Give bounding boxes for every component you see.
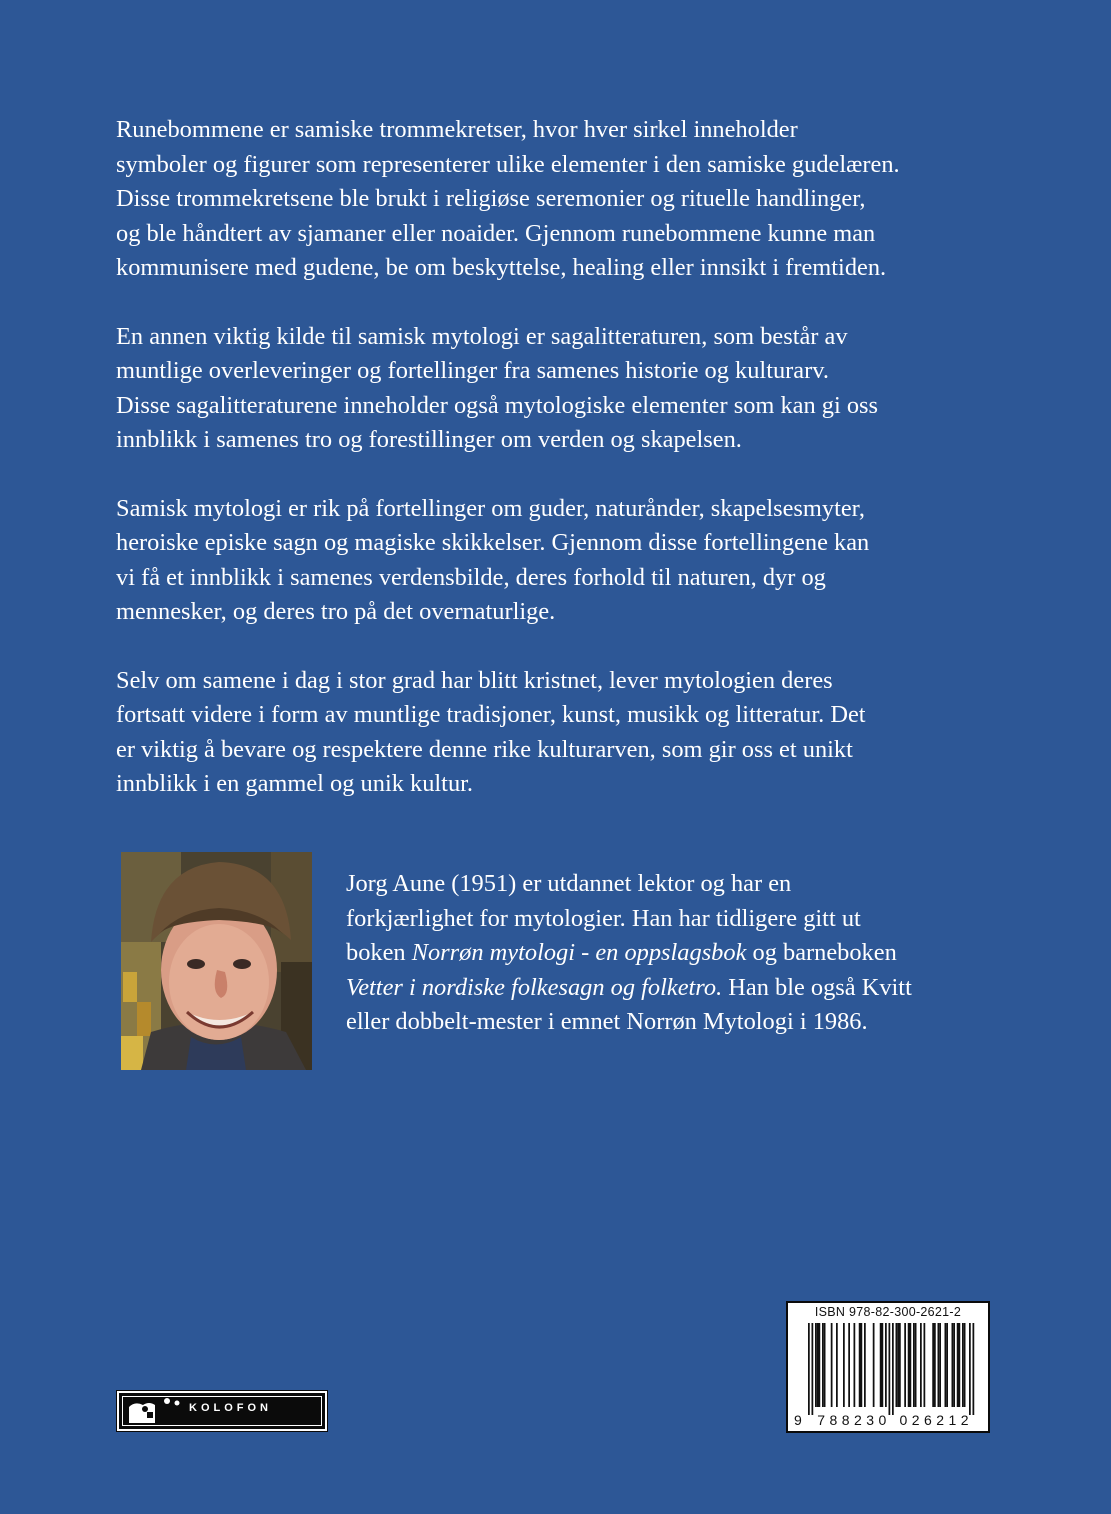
text-line: fortsatt videre i form av muntlige tradisjoner, kunst, musikk og litteratur. Det <box>116 701 866 728</box>
book-title: Vetter i nordiske folkesagn og folketro. <box>346 973 723 1001</box>
text-line: kommunisere med gudene, be om beskyttelse, healing eller innsikt i fremtiden. <box>116 254 887 281</box>
author-photo <box>121 852 312 1070</box>
barcode-bar <box>808 1323 810 1415</box>
barcode-bars <box>794 1323 984 1415</box>
barcode-bar <box>957 1323 959 1407</box>
text-line: Runebommene er samiske trommekretser, hvor hver sirkel inneholder <box>116 116 798 143</box>
barcode-digit: 2 <box>936 1412 945 1428</box>
text-line: Disse trommekretsene ble brukt i religiøse seremonier og rituelle handlinger, <box>116 185 866 212</box>
barcode-bar <box>969 1323 971 1415</box>
barcode-digit: 8 <box>829 1412 838 1428</box>
bio-line <box>346 971 1026 1006</box>
barcode-bar <box>831 1323 833 1407</box>
barcode-bar <box>861 1323 863 1407</box>
text-line: Disse sagalitteraturene inneholder også mytologiske elementer som kan gi oss <box>116 391 879 419</box>
text-line: heroiske episke sagn og magiske skikkelser. Gjennom disse fortellingene kan <box>116 529 870 556</box>
barcode-bar <box>822 1323 824 1407</box>
text-line: mennesker, og deres tro på det overnaturlige. <box>116 598 556 625</box>
text-line: Selv om samene i dag i stor grad har blitt kristnet, lever mytologien deres <box>116 666 833 694</box>
barcode-bar <box>904 1323 906 1407</box>
author-bio <box>346 867 1026 1040</box>
barcode-bar <box>885 1323 887 1407</box>
barcode-bar <box>848 1323 850 1407</box>
barcode-bar <box>897 1323 899 1407</box>
barcode-digit: 6 <box>924 1412 932 1428</box>
barcode-bar <box>924 1323 926 1407</box>
barcode-bar <box>913 1323 915 1407</box>
text-line: Samisk mytologi er rik på fortellinger om guder, naturånder, skapelsesmyter, <box>116 494 865 522</box>
bio-text: eller dobbelt-mester i emnet Norrøn Mytologi i 1986. <box>346 1008 868 1035</box>
barcode-bar <box>962 1323 964 1407</box>
book-title: Norrøn mytologi - en oppslagsbok <box>411 939 747 966</box>
bio-line <box>346 936 1026 971</box>
barcode-digit: 2 <box>960 1412 969 1428</box>
text-line: muntlige overleveringer og fortellinger fra samenes historie og kulturarv. <box>116 357 829 384</box>
barcode-bar <box>896 1323 898 1407</box>
author-portrait-image <box>121 852 312 1070</box>
barcode-bar <box>964 1323 966 1407</box>
bio-text: forkjærlighet for mytologier. Han har tidligere gitt ut <box>346 904 861 932</box>
paragraph-2 <box>116 320 1016 458</box>
paragraph-4 <box>116 664 1016 802</box>
barcode-bar <box>953 1323 955 1407</box>
barcode-bar <box>854 1323 856 1407</box>
text-line: En annen viktig kilde til samisk mytologi er sagalitteraturen, som består av <box>116 322 848 350</box>
barcode-bar <box>959 1323 961 1407</box>
barcode-bar <box>824 1323 826 1407</box>
text-line: innblikk i samenes tro og forestillinger om verden og skapelsen. <box>116 426 742 453</box>
text-line: innblikk i en gammel og unik kultur. <box>116 770 474 797</box>
barcode-bar <box>817 1323 819 1407</box>
barcode-bar <box>952 1323 954 1407</box>
publisher-mark-icon <box>125 1397 183 1425</box>
barcode-bar <box>939 1323 941 1407</box>
barcode-bar <box>973 1323 975 1415</box>
paragraph-3 <box>116 492 1016 630</box>
barcode-bar <box>938 1323 940 1407</box>
barcode-digit: 3 <box>866 1412 875 1428</box>
text-line: symboler og figurer som representerer ulike elementer i den samiske gudelæren. <box>116 150 900 178</box>
barcode-bar <box>859 1323 861 1407</box>
barcode-digit: 1 <box>948 1412 957 1428</box>
barcode-bar <box>945 1323 947 1407</box>
barcode-bar <box>882 1323 884 1407</box>
barcode-bar <box>915 1323 917 1407</box>
barcode-bar <box>908 1323 910 1407</box>
barcode-digit: 0 <box>899 1412 908 1428</box>
paragraph-1 <box>116 113 1016 286</box>
barcode-bar <box>819 1323 821 1407</box>
text-line: og ble håndtert av sjamaner eller noaider. Gjennom runebommene kunne man <box>116 219 876 247</box>
text-line: vi få et innblikk i samenes verdensbilde, deres forhold til naturen, dyr og <box>116 563 826 591</box>
barcode-bar <box>899 1323 901 1407</box>
barcode-bar <box>892 1323 894 1415</box>
barcode-digit: 0 <box>878 1412 887 1428</box>
barcode-bar <box>812 1323 814 1415</box>
barcode-bar <box>910 1323 912 1407</box>
bio-line <box>346 902 1026 937</box>
barcode-bar <box>932 1323 934 1407</box>
isbn-barcode <box>786 1301 990 1433</box>
barcode-digit: 7 <box>817 1412 826 1428</box>
text-line: er viktig å bevare og respektere denne rike kulturarven, som gir oss et unikt <box>116 735 853 763</box>
publisher-logo <box>117 1391 327 1431</box>
barcode-bar <box>880 1323 882 1407</box>
bio-text: Jorg Aune (1951) er utdannet lektor og har en <box>346 870 792 897</box>
barcode-bar <box>864 1323 866 1407</box>
bio-text: og barneboken <box>746 939 897 966</box>
bio-text: Han ble også Kvitt <box>722 973 912 1001</box>
back-cover-text <box>116 113 1016 836</box>
bio-line <box>346 1005 1026 1040</box>
barcode-bar <box>934 1323 936 1407</box>
isbn-label: ISBN 978-82-300-2621-2 <box>814 1305 962 1319</box>
barcode-bar <box>889 1323 891 1415</box>
barcode-bar <box>946 1323 948 1407</box>
publisher-name: KOLOFON <box>189 1402 272 1414</box>
barcode-bar <box>836 1323 838 1407</box>
barcode-bar <box>815 1323 817 1407</box>
barcode-digit: 8 <box>841 1412 850 1428</box>
barcode-bar <box>920 1323 922 1407</box>
barcode-bar <box>873 1323 875 1407</box>
bio-text: boken <box>346 939 412 966</box>
barcode-digit: 9 <box>794 1412 802 1428</box>
bio-line <box>346 867 1026 902</box>
barcode-digit: 2 <box>854 1412 862 1428</box>
barcode-bar <box>843 1323 845 1407</box>
barcode-digit: 2 <box>911 1412 920 1428</box>
